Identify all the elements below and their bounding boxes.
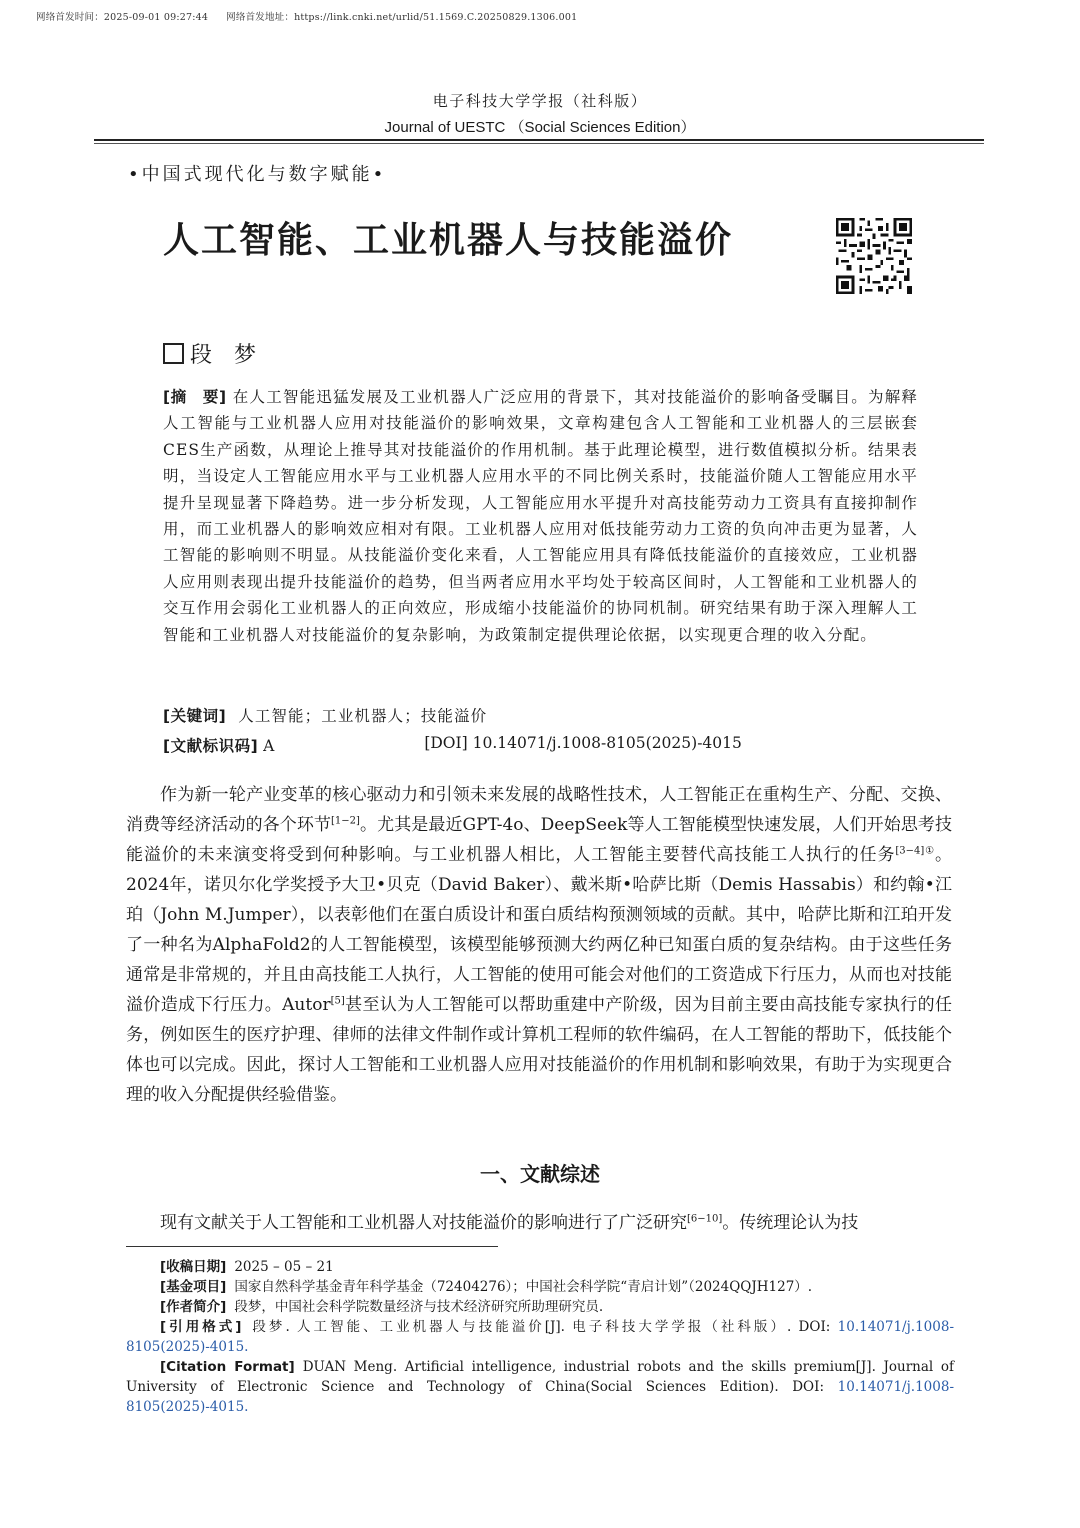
abstract-text: 在人工智能迅猛发展及工业机器人广泛应用的背景下，其对技能溢价的影响备受瞩目。为解释人工智能与工业机器人应用对技能溢价的影响效果，文章构建包含人工智能和工业机器人的三层嵌套CES生产函数，从理论上推导其对技能溢价的作用机制。基于此理论模型，进行数值模拟分析。结果表明，当设定人工智能应用水平与工业机器人应用水平的不同比例关系时，技能溢价随人工智能应用水平提升呈现显著下降趋势。进一步分析发现，人工智能应用水平提升对高技能劳动力工资具有直接抑制作用，而工业机器人的影响效应相对有限。工业机器人应用对低技能劳动力工资的负向冲击更为显著，人工智能的影响则不明显。从技能溢价变化来看，人工智能应用具有降低技能溢价的直接效应，工业机器人应用则表现出提升技能溢价的趋势，但当两者应用水平均处于较高区间时，人工智能和工业机器人的交互作用会弱化工业机器人的正向效应，形成缩小技能溢价的协同机制。研究结果有助于深入理解人工智能和工业机器人对技能溢价的复杂影响，为政策制定提供理论依据，以实现更合理的收入分配。 [163, 388, 919, 644]
footnote-rule [126, 1246, 498, 1247]
body-text: 作为新一轮产业变革的核心驱动力和引领未来发展的战略性技术，人工智能正在重构生产、分配、交换、消费等经济活动的各个环节 [126, 785, 952, 835]
footnote-received: [收稿日期] 2025 – 05 – 21 [160, 1259, 334, 1275]
citation-ref[interactable]: [5] [330, 995, 345, 1007]
author-name: 段梦 [190, 343, 279, 368]
doc-code-label: [文献标识码] [163, 737, 259, 755]
body-text: 。传统理论认为技 [722, 1213, 859, 1233]
author-box-icon [163, 343, 184, 364]
body-text: 。尤其是最近GPT-4o、DeepSeek等人工智能模型快速发展，人们开始思考技能溢价的未来演变将受到何种影响。与工业机器人相比，人工智能主要替代高技能工人执行的任务 [126, 815, 952, 865]
doi-label: [DOI] [424, 734, 468, 752]
footnote-citation-en: [Citation Format] DUAN Meng. Artificial intelligence, industrial robots and the skills premium[J]. Journal of University of Electronic Science and Technology of China(Social Sciences Edition). DOI: 10.14071/j.1008-8105(2025)-4015. [126, 1359, 954, 1415]
header-rule-thin [94, 143, 984, 144]
abstract [163, 384, 918, 648]
keywords-text: 人工智能；工业机器人；技能溢价 [238, 707, 488, 725]
citation-ref[interactable]: [6−10] [687, 1213, 723, 1225]
citation-doi-link[interactable]: 10.14071/j.1008-8105(2025)-4015. [126, 1379, 954, 1415]
citation-ref[interactable]: [3−4]① [895, 845, 935, 857]
body-paragraph-1 [126, 780, 952, 1110]
paper-title: 人工智能、工业机器人与技能溢价 [163, 220, 734, 261]
footnote-citation-cn: [引用格式] 段梦. 人工智能、工业机器人与技能溢价[J]. 电子科技大学学报（社科版）. DOI: 10.14071/j.1008-8105(2025)-4015. [126, 1319, 954, 1355]
column-label: •中国式现代化与数字赋能• [128, 164, 387, 185]
publish-time: 网络首发时间：2025-09-01 09:27:44 [36, 12, 209, 23]
citation-ref[interactable]: [1−2] [331, 815, 360, 827]
section-heading: 一、文献综述 [480, 1162, 600, 1186]
abstract-label: [摘 要] [163, 388, 227, 406]
body-text: 。2024年，诺贝尔化学奖授予大卫•贝克（David Baker）、戴米斯•哈萨比斯（Demis Hassabis）和约翰•江珀（John M.Jumper），以表彰他们在蛋白质设计和蛋白质结构预测领域的贡献。其中，哈萨比斯和江珀开发了一种名为AlphaFold2的人工智能模型，该模型能够预测大约两亿种已知蛋白质的复杂结构。由于这些任务通常是非常规的，并且由高技能工人执行，人工智能的使用可能会对他们的工资造成下行压力，从而也对技能溢价造成下行压力。Autor [126, 845, 952, 1015]
keywords-label: [关键词] [163, 707, 227, 725]
qr-code-icon[interactable] [836, 218, 912, 294]
keywords [163, 704, 487, 726]
footnote-fund: [基金项目] 国家自然科学基金青年科学基金（72404276）；中国社会科学院“青启计划”（2024QQJH127）. [160, 1279, 813, 1295]
doc-code-value: A [263, 737, 275, 755]
online-publish-meta [36, 9, 595, 23]
footnotes [126, 1257, 954, 1417]
doi-value[interactable]: 10.14071/j.1008-8105(2025)-4015 [472, 734, 742, 752]
header-rule [94, 139, 984, 141]
publish-url[interactable]: 网络首发地址：https://link.cnki.net/urlid/51.1569.C.20250829.1306.001 [226, 12, 578, 23]
citation-doi-link[interactable]: 10.14071/j.1008-8105(2025)-4015. [126, 1319, 954, 1355]
journal-name-cn: 电子科技大学学报（社科版） [432, 92, 648, 110]
journal-name-en: Journal of UESTC （Social Sciences Edition） [384, 119, 696, 136]
author-line [163, 338, 278, 369]
footnote-author: [作者简介] 段梦，中国社会科学院数量经济与技术经济研究所助理研究员. [160, 1299, 604, 1315]
body-text: 现有文献关于人工智能和工业机器人对技能溢价的影响进行了广泛研究 [160, 1213, 687, 1233]
doc-info-line [163, 734, 742, 756]
body-text: 甚至认为人工智能可以帮助重建中产阶级，因为目前主要由高技能专家执行的任务，例如医生的医疗护理、律师的法律文件制作或计算机工程师的软件编码，在人工智能的帮助下，低技能个体也可以完成。因此，探讨人工智能和工业机器人应用对技能溢价的作用机制和影响效果，有助于为实现更合理的收入分配提供经验借鉴。 [126, 995, 953, 1105]
body-paragraph-2 [126, 1208, 952, 1238]
